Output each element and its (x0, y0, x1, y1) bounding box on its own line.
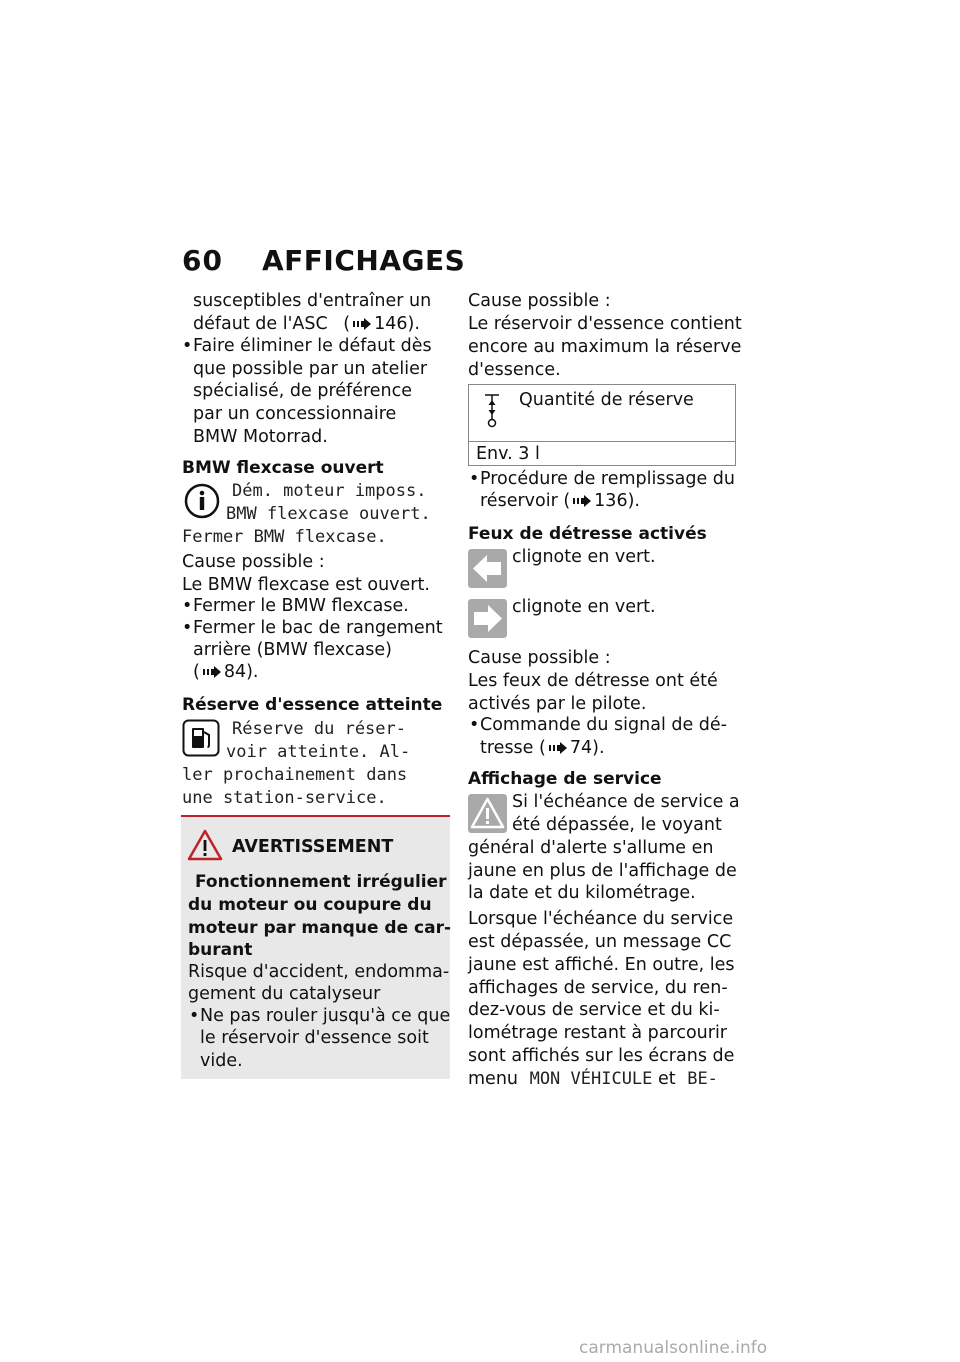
page-ref: 146). (374, 314, 420, 334)
page-ref-arrow-icon (573, 495, 591, 507)
text-line: Lorsque l'échéance du service (468, 909, 734, 929)
display-message: Réserve du réser- (232, 719, 406, 739)
display-message: BMW flexcase ouvert. (226, 504, 431, 524)
text-line: encore au maximum la réserve (468, 337, 742, 357)
text-line-ref (480, 737, 605, 760)
text-line: par un concessionnaire (193, 404, 397, 424)
page-ref: 136). (594, 491, 640, 511)
text-fragment: réservoir ( (480, 491, 571, 511)
warning-bullet: • Ne pas rouler jusqu'à ce que (200, 1005, 450, 1028)
bullet-item: • Fermer le BMW flexcase. (193, 595, 409, 618)
section-heading-service: Affichage de service (468, 769, 662, 789)
hazard-left-text: clignote en vert. (512, 547, 656, 567)
text-line-ref: ( 84). (193, 662, 259, 682)
table-header: Quantité de réserve (519, 390, 694, 410)
display-message: ler prochainement dans (182, 765, 408, 785)
section-heading-reserve: Réserve d'essence atteinte (182, 695, 443, 715)
text-line: Cause possible : (468, 291, 611, 311)
text-line-ref (480, 490, 640, 513)
text-line: Le réservoir d'essence contient (468, 314, 742, 334)
menu-name: MON VÉHICULE (529, 1069, 653, 1089)
text-line: Si l'échéance de service a (512, 792, 740, 812)
text-fragment: défaut de l'ASC (193, 314, 328, 334)
table-value: Env. 3 l (476, 444, 540, 464)
bullet-item: • Faire éliminer le défaut dès (193, 335, 432, 358)
text-line: activés par le pilote. (468, 694, 647, 714)
warning-title: moteur par manque de car- (188, 918, 452, 938)
warning-risk: gement du catalyseur (188, 984, 381, 1004)
general-warning-icon (468, 794, 507, 833)
warning-risk: Risque d'accident, endomma- (188, 962, 450, 982)
text-line: d'essence. (468, 360, 561, 380)
text-line: Cause possible : (182, 552, 325, 572)
text-line: BMW Motorrad. (193, 427, 328, 447)
warning-triangle-icon (187, 829, 223, 861)
menu-name: BE- (687, 1069, 718, 1089)
section-heading-hazard: Feux de détresse activés (468, 524, 707, 544)
text-line: lométrage restant à parcourir (468, 1023, 727, 1043)
text-line: arrière (BMW flexcase) (193, 640, 392, 660)
table-divider (469, 441, 735, 442)
text-line-ref: défaut de l'ASC ( 146). (193, 314, 420, 334)
page-ref: 84). (223, 662, 259, 682)
warning-title: burant (188, 940, 253, 960)
text-line: est dépassée, un message CC (468, 932, 732, 952)
text-line-menu (468, 1068, 718, 1091)
text-line: dez-vous de service et du ki- (468, 1000, 720, 1020)
text-line: Le BMW flexcase est ouvert. (182, 575, 430, 595)
watermark: carmanualsonline.info (579, 1338, 768, 1358)
warning-title: du moteur ou coupure du (188, 895, 432, 915)
text-line: la date et du kilométrage. (468, 883, 696, 903)
warning-title: Fonctionnement irrégulier (195, 872, 447, 892)
text-line: Cause possible : (468, 648, 611, 668)
page-ref-arrow-icon (353, 318, 371, 330)
bullet-item: • Commande du signal de dé- (480, 714, 727, 737)
text-line: vide. (200, 1051, 243, 1071)
bullet-item: • Fermer le bac de rangement (193, 617, 443, 640)
text-line: Les feux de détresse ont été (468, 671, 718, 691)
fuel-level-icon (482, 392, 502, 428)
page-ref-arrow-icon (549, 742, 567, 754)
section-heading-flexcase: BMW flexcase ouvert (182, 458, 384, 478)
left-turn-signal-icon (468, 549, 507, 588)
text-fragment: menu (468, 1069, 518, 1089)
text-fragment: tresse ( (480, 738, 546, 758)
text-line: sont affichés sur les écrans de (468, 1046, 735, 1066)
right-turn-signal-icon (468, 599, 507, 638)
text-line: été dépassée, le voyant (512, 815, 722, 835)
page-number: 60 (182, 244, 223, 277)
page-ref-arrow-icon (203, 666, 221, 678)
text-line: susceptibles d'entraîner un (193, 291, 432, 311)
text-line: affichages de service, du ren- (468, 978, 728, 998)
fuel-pump-icon (182, 719, 220, 757)
display-message: Dém. moteur imposs. (232, 481, 427, 501)
page-ref: 74). (569, 738, 605, 758)
text-fragment: et (657, 1069, 676, 1089)
warning-label: AVERTISSEMENT (232, 837, 394, 857)
text-line: général d'alerte s'allume en (468, 838, 714, 858)
hazard-right-text: clignote en vert. (512, 597, 656, 617)
text-line: jaune en plus de l'affichage de (468, 861, 737, 881)
display-message: une station-service. (182, 788, 387, 808)
text-line: jaune est affiché. En outre, les (468, 955, 735, 975)
text-line: que possible par un atelier (193, 359, 428, 379)
bullet-item: • Procédure de remplissage du (480, 468, 735, 491)
text-line: le réservoir d'essence soit (200, 1028, 429, 1048)
display-message: voir atteinte. Al- (226, 742, 411, 762)
display-message: Fermer BMW flexcase. (182, 527, 387, 547)
info-icon (183, 482, 221, 520)
chapter-title: AFFICHAGES (262, 244, 466, 277)
text-line: spécialisé, de préférence (193, 381, 413, 401)
